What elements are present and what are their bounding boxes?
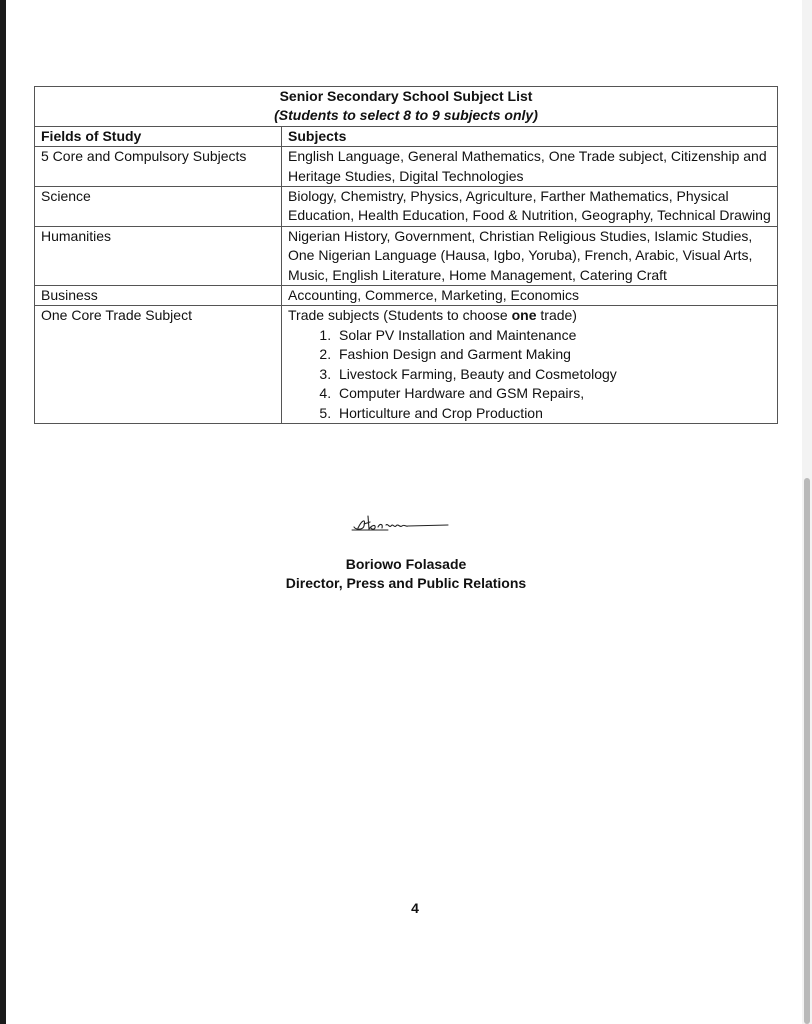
page-number: 4	[411, 900, 419, 916]
subjects-cell: Nigerian History, Government, Christian Religious Studies, Islamic Studies, One Nigerian Language (Hausa, Igbo, Yoruba), French, Arabic, Visual Arts, Music, English Literature, Home Management, Catering Craft	[282, 226, 778, 285]
scrollbar-track[interactable]	[802, 0, 812, 1024]
list-item: 2. Fashion Design and Garment Making	[335, 345, 771, 364]
table-caption	[35, 87, 778, 127]
table-title: Senior Secondary School Subject List	[279, 88, 533, 104]
table-row	[35, 187, 778, 227]
table-subtitle: (Students to select 8 to 9 subjects only)	[274, 107, 538, 124]
list-item: 5. Horticulture and Crop Production	[335, 404, 771, 423]
subject-list-table	[34, 86, 778, 424]
field-cell: 5 Core and Compulsory Subjects	[35, 147, 282, 187]
field-cell: One Core Trade Subject	[35, 306, 282, 423]
trade-subjects-cell	[282, 306, 778, 423]
list-item: 1. Solar PV Installation and Maintenance	[335, 326, 771, 345]
table-row	[35, 147, 778, 187]
field-cell: Science	[35, 187, 282, 227]
trade-intro-emphasis: one	[511, 307, 537, 324]
left-edge-bar	[0, 0, 6, 1024]
table-caption-row	[35, 87, 778, 127]
table-row	[35, 286, 778, 306]
table-row-trade	[35, 306, 778, 423]
header-fields-of-study: Fields of Study	[35, 126, 282, 146]
trade-list	[288, 326, 771, 423]
table-header-row	[35, 126, 778, 146]
signatory-title: Director, Press and Public Relations	[285, 575, 527, 591]
subjects-cell: Accounting, Commerce, Marketing, Economics	[282, 286, 778, 306]
list-item: 3. Livestock Farming, Beauty and Cosmetology	[335, 365, 771, 384]
field-cell: Business	[35, 286, 282, 306]
table-row	[35, 226, 778, 285]
subjects-cell: Biology, Chemistry, Physics, Agriculture, Farther Mathematics, Physical Education, Health Education, Food & Nutrition, Geography, Technical Drawing	[282, 187, 778, 227]
header-subjects: Subjects	[282, 126, 778, 146]
signatory-name: Boriowo Folasade	[345, 556, 467, 572]
subjects-cell: English Language, General Mathematics, One Trade subject, Citizenship and Heritage Studies, Digital Technologies	[282, 147, 778, 187]
signatory-block	[0, 555, 812, 593]
list-item: 4. Computer Hardware and GSM Repairs,	[335, 384, 771, 403]
signature-image	[348, 510, 458, 536]
trade-intro: Trade subjects (Students to choose one trade)	[288, 307, 577, 324]
field-cell: Humanities	[35, 226, 282, 285]
